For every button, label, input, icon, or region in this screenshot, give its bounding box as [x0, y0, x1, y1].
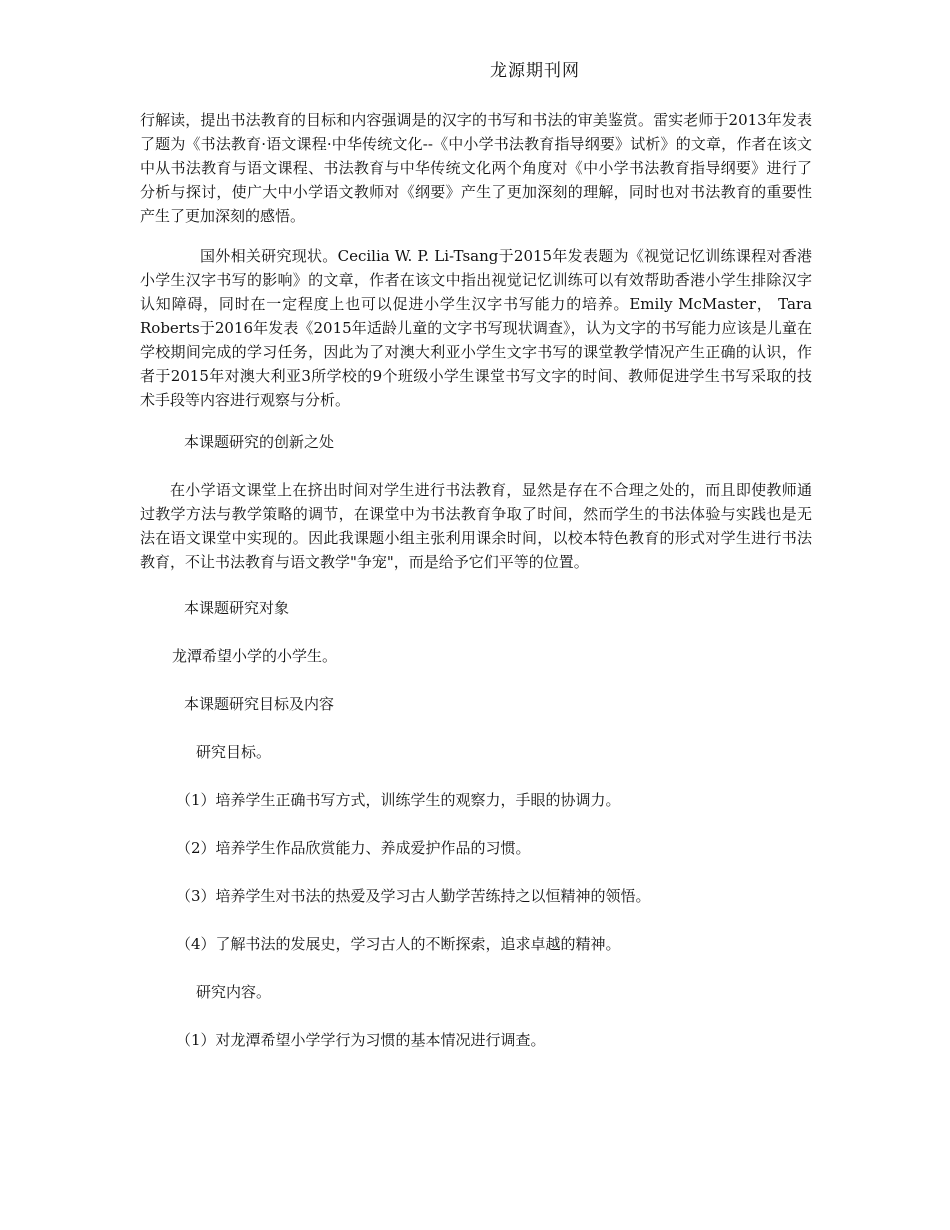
paragraph-research-object: 龙潭希望小学的小学生。: [172, 647, 338, 665]
heading-research-goals: 研究目标。: [196, 743, 272, 761]
paragraph-innovation: 在小学语文课堂上在挤出时间对学生进行书法教育，显然是存在不合理之处的，而且即使教师通过教学方法与教学策略的调节，在课堂中为书法教育争取了时间，然而学生的书法体验与实践也是无法在语文课堂中实现的。因此我课题小组主张利用课余时间，以校本特色教育的形式对学生进行书法教育，不让书法教育与语文教学"争宠"，而是给予它们平等的位置。: [140, 481, 812, 571]
goal-item-2: （2）培养学生作品欣赏能力、养成爱护作品的习惯。: [176, 839, 531, 857]
site-name: 龙源期刊网: [490, 61, 580, 81]
heading-research-object: 本课题研究对象: [184, 599, 290, 617]
site-header: [0, 56, 950, 81]
goal-item-3: （3）培养学生对书法的热爱及学习古人勤学苦练持之以恒精神的领悟。: [176, 887, 651, 905]
goal-item-4: （4）了解书法的发展史，学习古人的不断探索，追求卓越的精神。: [176, 935, 621, 953]
goal-item-1: （1）培养学生正确书写方式，训练学生的观察力，手眼的协调力。: [176, 791, 621, 809]
paragraph-foreign-research: 国外相关研究现状。Cecilia W. P. Li-Tsang于2015年发表题为《视觉记忆训练课程对香港小学生汉字书写的影响》的文章，作者在该文中指出视觉记忆训练可以有效帮助香港小学生排除汉字认知障碍，同时在一定程度上也可以促进小学生汉字书写能力的培养。Emily McMaster， Tara Roberts于2016年发表《2015年适龄儿童的文字书写现状调查》，认为文字的书写能力应该是儿童在学校期间完成的学习任务，因此为了对澳大利亚小学生文字书写的课堂教学情况产生正确的认识，作者于2015年对澳大利亚3所学校的9个班级小学生课堂书写文字的时间、教师促进学生书写采取的技术手段等内容进行观察与分析。: [140, 247, 812, 409]
heading-innovation: 本课题研究的创新之处: [184, 433, 335, 451]
content-item-1: （1）对龙潭希望小学学行为习惯的基本情况进行调查。: [176, 1031, 546, 1049]
heading-goals-and-content: 本课题研究目标及内容: [184, 695, 335, 713]
article-body: [140, 108, 812, 1076]
paragraph-domestic-research: 行解读，提出书法教育的目标和内容强调是的汉字的书写和书法的审美鉴赏。雷实老师于2013年发表了题为《书法教育·语文课程·中华传统文化--《中小学书法教育指导纲要》试析》的文章，作者在该文中从书法教育与语文课程、书法教育与中华传统文化两个角度对《中小学书法教育指导纲要》进行了分析与探讨，使广大中小学语文教师对《纲要》产生了更加深刻的理解，同时也对书法教育的重要性产生了更加深刻的感悟。: [140, 111, 812, 225]
heading-research-content: 研究内容。: [196, 983, 272, 1001]
